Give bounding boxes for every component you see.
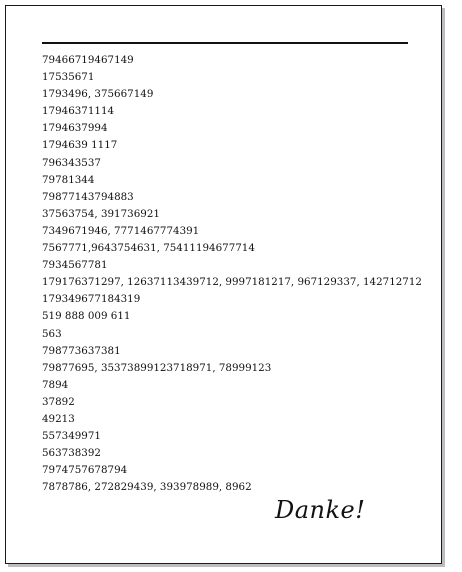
number-line: 1794637994	[42, 122, 108, 135]
number-line: 796343537	[42, 156, 101, 169]
number-line: 49213	[42, 412, 75, 425]
number-line: 557349971	[42, 430, 101, 443]
number-line: 519 888 009 611	[42, 310, 131, 323]
number-line: 7349671946, 7771467774391	[42, 224, 200, 237]
number-line: 79877143794883	[42, 190, 134, 203]
number-line: 79877695, 35373899123718971, 78999123	[42, 361, 272, 374]
number-line: 1794639 1117	[42, 139, 118, 152]
number-line: 7934567781	[42, 259, 108, 272]
number-line: 563	[42, 327, 62, 340]
number-line: 1793496, 375667149	[42, 88, 154, 101]
header-rule	[42, 42, 408, 44]
number-line: 179349677184319	[42, 293, 141, 306]
number-list	[42, 52, 422, 496]
number-line: 798773637381	[42, 344, 121, 357]
number-line: 17535671	[42, 71, 95, 84]
number-line: 7878786, 272829439, 393978989, 8962	[42, 481, 252, 494]
number-line: 7567771,9643754631, 75411194677714	[42, 242, 255, 255]
number-line: 7974757678794	[42, 464, 128, 477]
number-line: 563738392	[42, 447, 101, 460]
signature: Danke!	[275, 496, 366, 524]
number-line: 79781344	[42, 173, 95, 186]
number-line: 37892	[42, 395, 75, 408]
number-line: 17946371114	[42, 105, 115, 118]
number-line: 179176371297, 12637113439712, 9997181217, 967129337, 142712712	[42, 276, 422, 289]
number-line: 37563754, 391736921	[42, 207, 160, 220]
number-line: 7894	[42, 378, 69, 391]
number-line: 79466719467149	[42, 54, 134, 66]
